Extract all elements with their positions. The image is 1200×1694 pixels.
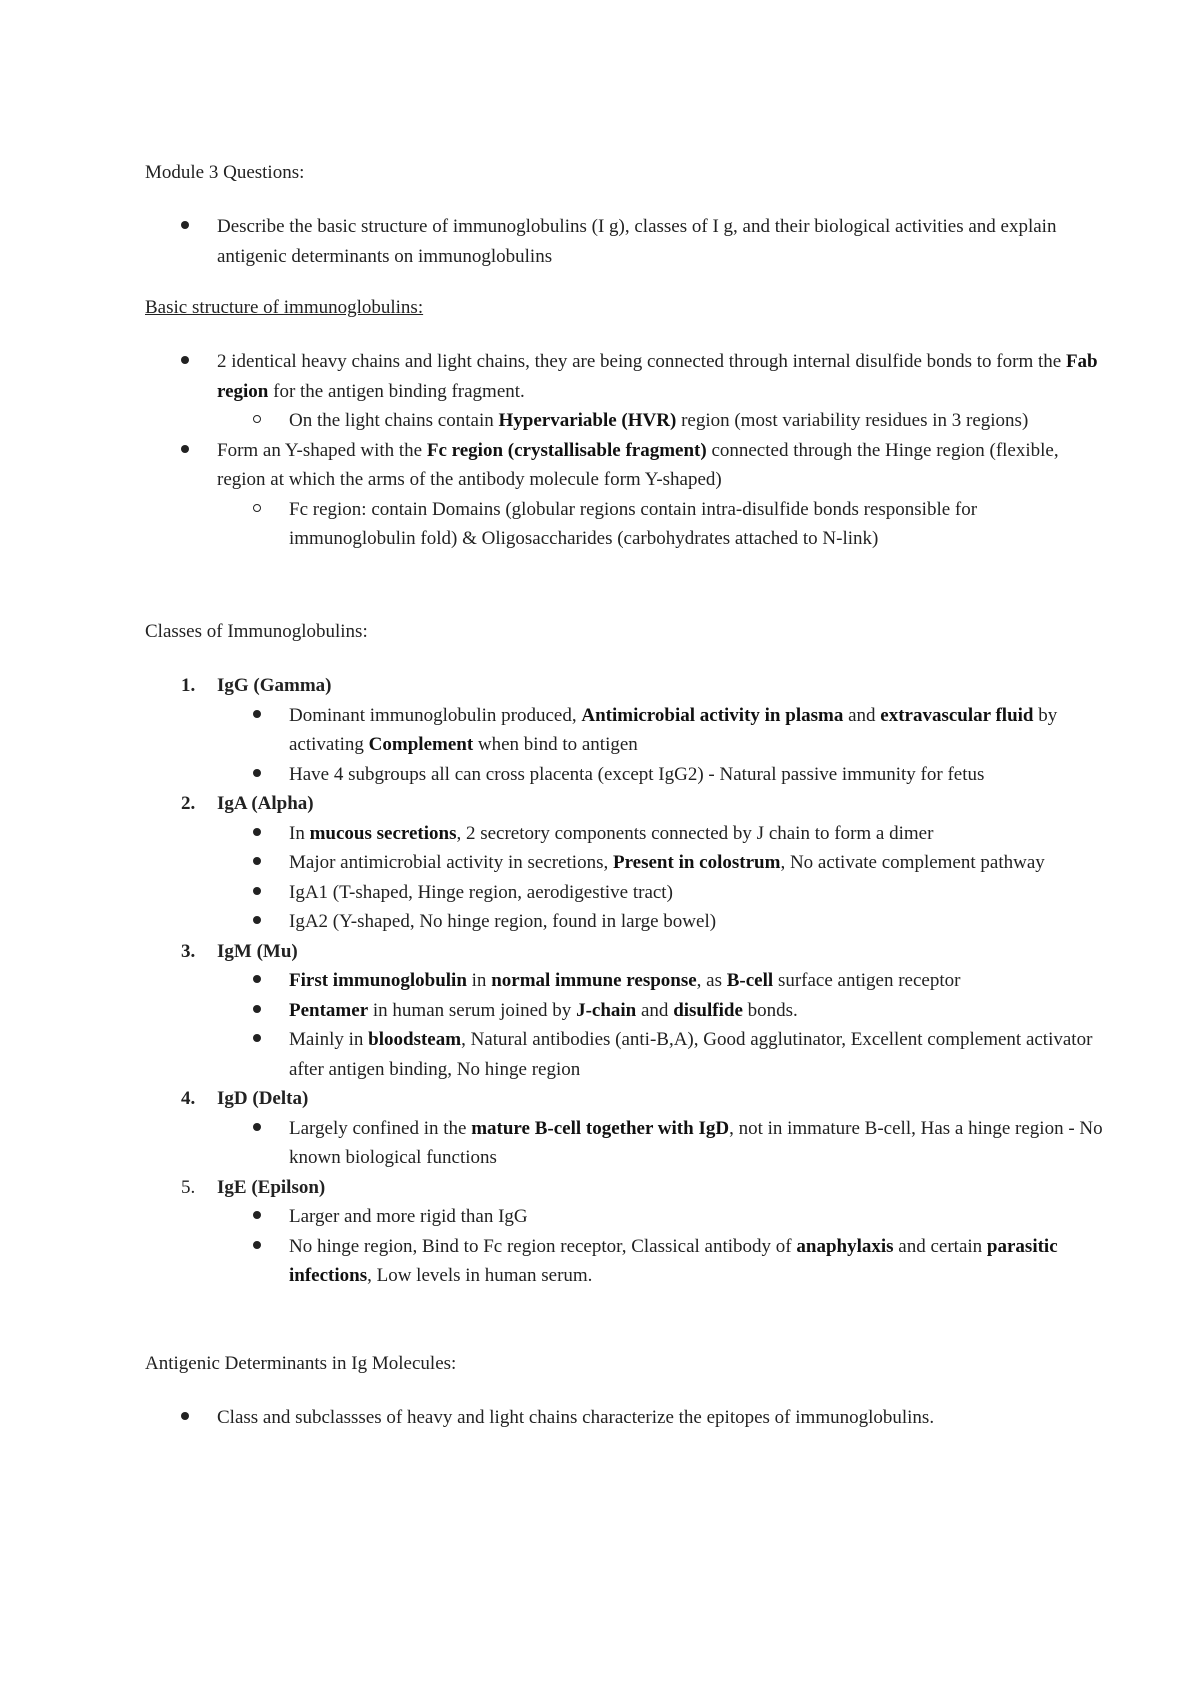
page-title: Module 3 Questions: bbox=[145, 162, 305, 183]
bullet-icon bbox=[253, 760, 273, 790]
bullet-icon bbox=[253, 878, 273, 908]
bullet-icon bbox=[253, 907, 273, 937]
sub-list-item: IgA2 (Y-shaped, No hinge region, found in large bowel) bbox=[217, 907, 1105, 937]
sub-list-item: First immunoglobulin in normal immune response, as B-cell surface antigen receptor bbox=[217, 966, 1105, 996]
sub-list-item: Major antimicrobial activity in secretions, Present in colostrum, No activate complement pathway bbox=[217, 848, 1105, 878]
bullet-icon bbox=[253, 1202, 273, 1232]
class-item-igg: 1. IgG (Gamma) Dominant immunoglobulin produced, Antimicrobial activity in plasma and extravascular fluid by activating Complement when bind to antigen Have 4 subgroups all can cross placenta (except IgG2) - Natural passive immunity for fetus bbox=[145, 671, 1105, 789]
sub-list-item: Mainly in bloodsteam, Natural antibodies (anti-B,A), Good agglutinator, Excellent complement activator after antigen binding, No hinge region bbox=[217, 1025, 1105, 1084]
sub-list-item: Pentamer in human serum joined by J-chain and disulfide bonds. bbox=[217, 996, 1105, 1026]
bullet-icon bbox=[253, 701, 273, 731]
sub-list-item: Dominant immunoglobulin produced, Antimicrobial activity in plasma and extravascular fluid by activating Complement when bind to antigen bbox=[217, 701, 1105, 760]
section-heading-classes: Classes of Immunoglobulins: bbox=[145, 621, 368, 642]
class-item-igd: 4. IgD (Delta) Largely confined in the mature B-cell together with IgD, not in immature B-cell, Has a hinge region - No known biological functions bbox=[145, 1084, 1105, 1173]
bullet-icon bbox=[253, 1232, 273, 1262]
section-heading-antigenic: Antigenic Determinants in Ig Molecules: bbox=[145, 1353, 457, 1374]
bullet-icon bbox=[253, 1025, 273, 1055]
section-heading-structure: Basic structure of immunoglobulins: bbox=[145, 297, 424, 318]
sub-list-item: On the light chains contain Hypervariable (HVR) region (most variability residues in 3 regions) bbox=[217, 406, 1105, 436]
classes-list bbox=[145, 671, 1105, 1291]
sub-list-item: Largely confined in the mature B-cell together with IgD, not in immature B-cell, Has a hinge region - No known biological functions bbox=[217, 1114, 1105, 1173]
class-item-iga: 2. IgA (Alpha) In mucous secretions, 2 secretory components connected by J chain to form a dimer Major antimicrobial activity in secretions, Present in colostrum, No activate complement pathway IgA1 (T-shaped, Hinge region, aerodigestive tract) IgA2 (Y-shaped, No hinge region, found in large bowel) bbox=[145, 789, 1105, 937]
intro-list bbox=[145, 212, 1105, 271]
list-item: Describe the basic structure of immunoglobulins (I g), classes of I g, and their biological activities and explain antigenic determinants on immunoglobulins bbox=[145, 212, 1105, 271]
list-item: Form an Y-shaped with the Fc region (crystallisable fragment) connected through the Hinge region (flexible, region at which the arms of the antibody molecule form Y-shaped) Fc region: contain Domains (globular regions contain intra-disulfide bonds responsible for immunoglobulin fold) & Oligosaccharides (carbohydrates attached to N-link) bbox=[145, 436, 1105, 554]
circle-bullet-icon bbox=[253, 406, 273, 436]
bullet-icon bbox=[253, 848, 273, 878]
sub-list-item: Fc region: contain Domains (globular regions contain intra-disulfide bonds responsible for immunoglobulin fold) & Oligosaccharides (carbohydrates attached to N-link) bbox=[217, 495, 1105, 554]
bullet-icon bbox=[253, 996, 273, 1026]
class-item-ige: 5. IgE (Epilson) Larger and more rigid than IgG No hinge region, Bind to Fc region receptor, Classical antibody of anaphylaxis and certain parasitic infections, Low levels in human serum. bbox=[145, 1173, 1105, 1291]
bullet-icon bbox=[181, 212, 201, 242]
structure-list bbox=[145, 347, 1105, 554]
bullet-icon bbox=[181, 1403, 201, 1433]
list-item: 2 identical heavy chains and light chains, they are being connected through internal disulfide bonds to form the Fab region for the antigen binding fragment. On the light chains contain Hypervariable (HVR) region (most variability residues in 3 regions) bbox=[145, 347, 1105, 436]
bullet-icon bbox=[253, 1114, 273, 1144]
sub-list-item: IgA1 (T-shaped, Hinge region, aerodigestive tract) bbox=[217, 878, 1105, 908]
antigenic-list bbox=[145, 1403, 1135, 1433]
sub-list-item: Larger and more rigid than IgG bbox=[217, 1202, 1105, 1232]
bullet-icon bbox=[253, 819, 273, 849]
sub-list-item: No hinge region, Bind to Fc region receptor, Classical antibody of anaphylaxis and certain parasitic infections, Low levels in human serum. bbox=[217, 1232, 1105, 1291]
class-item-igm: 3. IgM (Mu) First immunoglobulin in normal immune response, as B-cell surface antigen receptor Pentamer in human serum joined by J-chain and disulfide bonds. Mainly in bloodsteam, Natural antibodies (anti-B,A), Good agglutinator, Excellent complement activator after antigen binding, No hinge region bbox=[145, 937, 1105, 1085]
sub-list-item: Have 4 subgroups all can cross placenta (except IgG2) - Natural passive immunity for fetus bbox=[217, 760, 1105, 790]
sub-list-item: In mucous secretions, 2 secretory components connected by J chain to form a dimer bbox=[217, 819, 1105, 849]
circle-bullet-icon bbox=[253, 495, 273, 525]
list-item: Class and subclassses of heavy and light chains characterize the epitopes of immunoglobulins. bbox=[145, 1403, 1135, 1433]
bullet-icon bbox=[181, 436, 201, 466]
bullet-icon bbox=[253, 966, 273, 996]
bullet-icon bbox=[181, 347, 201, 377]
